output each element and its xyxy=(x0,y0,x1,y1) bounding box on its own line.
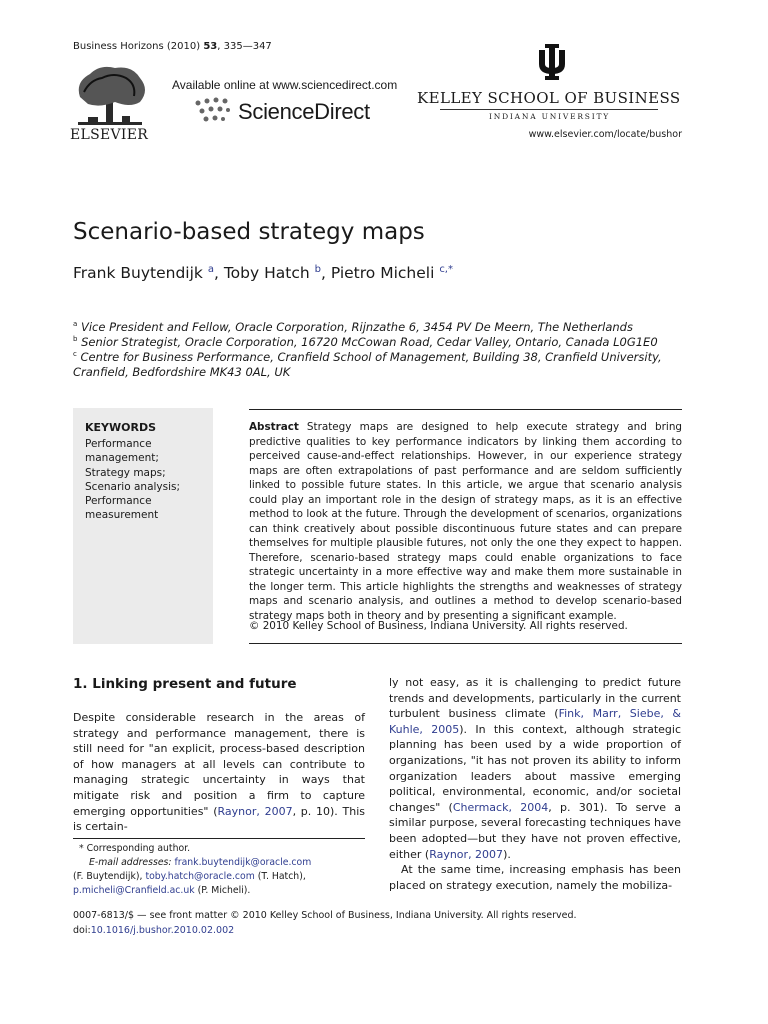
author-affiliation-mark[interactable]: a xyxy=(207,264,214,275)
publisher-name: ELSEVIER xyxy=(70,127,149,143)
keyword-item: Performance measurement xyxy=(85,495,159,522)
sciencedirect-name: ScienceDirect xyxy=(238,99,370,124)
email-link[interactable]: frank.buytendijk@oracle.com xyxy=(174,857,312,868)
abstract-copyright: © 2010 Kelley School of Business, Indiana University. All rights reserved. xyxy=(249,620,628,632)
footnote: * Corresponding author. E-mail addresses: frank.buytendijk@oracle.com (F. Buytendijk), toby.hatch@oracle.com (T. Hatch), p.micheli@Cranfield.ac.uk (P. Micheli). xyxy=(73,842,365,898)
article-title: Scenario-based strategy maps xyxy=(73,219,425,245)
keyword-item: Strategy maps; xyxy=(85,466,166,479)
paragraph: ly not easy, as it is challenging to predict future trends and developments, particularly in the current turbulent business climate (Fink, Marr, Siebe, & Kuhle, 2005). In this context, although strategic planning has been used by a wide proportion of organizations, "it has not proven its ability to inform organization leaders about massive emerging political, environmental, economic, and/or societal changes" (Chermack, 2004, p. 301). To serve a similar purpose, several forecasting techniques have been adopted—but they have not proven effective, either (Raynor, 2007). xyxy=(389,676,682,861)
author-name: Toby Hatch xyxy=(223,264,310,283)
author-affiliation-mark[interactable]: c,* xyxy=(439,264,453,275)
paragraph: At the same time, increasing emphasis has been placed on strategy execution, namely the mobiliza- xyxy=(389,863,681,892)
issn-line: 0007-6813/$ — see front matter © 2010 Kelley School of Business, Indiana University. All rights reserved. xyxy=(73,910,577,921)
author-name: Pietro Micheli xyxy=(330,264,435,283)
email-link[interactable]: toby.hatch@oracle.com xyxy=(145,871,255,882)
author-name: Frank Buytendijk xyxy=(73,264,203,283)
journal-citation: Business Horizons (2010) 53, 335—347 xyxy=(73,41,272,52)
abstract xyxy=(249,420,682,623)
journal-url[interactable]: www.elsevier.com/locate/bushor xyxy=(528,129,682,140)
citation-link[interactable]: Fink, Marr, Siebe, & Kuhle, 2005 xyxy=(389,707,682,736)
body-column-left: Despite considerable research in the areas of strategy and performance management, there is still need for "an explicit, process-based description of how managers at all levels can contribute to managing strategic uncertainty in ways that mitigate risk and position a firm to capture emerging opportunities" (Raynor, 2007, p. 10). This is certain- xyxy=(73,711,365,834)
abstract-bottom-rule xyxy=(249,643,682,644)
author-list: Frank Buytendijk $^a$, Toby Hatch $^b$, Pietro Micheli $^{c,*}$ xyxy=(73,264,453,283)
doi-link[interactable]: 10.1016/j.bushor.2010.02.002 xyxy=(90,925,235,936)
corresponding-author-note: * Corresponding author. xyxy=(79,843,191,854)
footnote-rule xyxy=(73,838,365,839)
affiliation: $^b$ Senior Strategist, Oracle Corporation, 16720 McCowan Road, Cedar Valley, Ontario, Canada L0G1E0 xyxy=(73,334,658,349)
school-divider xyxy=(440,109,658,110)
citation-link[interactable]: Chermack, 2004 xyxy=(452,800,549,814)
citation-link[interactable]: Raynor, 2007 xyxy=(217,804,293,818)
school-name: KELLEY SCHOOL OF BUSINESS xyxy=(417,89,681,107)
author-affiliation-mark[interactable]: b xyxy=(314,264,321,275)
abstract-text: Strategy maps are designed to help execute strategy and bring predictive qualities to key performance indicators by linking them according to perceived cause-and-effect relationships. However, in our experience strategy maps are often extrapolations of past performance and are seldom sufficiently linked to possible future states. In this article, we argue that scenario analysis could play an important role in the design of strategy maps, as it is an effective method to look at the future. Through the development of scenarios, organizations can think creatively about possible discontinuous future states and can prepare themselves for multiple plausible futures, not only the one they expect to happen. Therefore, scenario-based strategy maps could enable organizations to face strategic uncertainty in a more effective way and make them more sustainable in the longer term. This article highlights the strengths and weaknesses of strategy maps and scenario analysis, and outlines a method to develop scenario-based strategy maps both in theory and by presenting a significant example. xyxy=(249,421,682,622)
abstract-top-rule xyxy=(249,409,682,410)
affiliation: $^c$ Centre for Business Performance, Cranfield School of Management, Building 38, Cranfield University, Cranfield, Bedfordshire MK43 0AL, UK xyxy=(73,349,662,379)
keyword-item: Scenario analysis; xyxy=(85,480,181,493)
keywords-list xyxy=(85,437,205,523)
email-label: E-mail addresses: xyxy=(89,857,172,868)
available-online-text: Available online at www.sciencedirect.com xyxy=(172,78,398,92)
citation-link[interactable]: Raynor, 2007 xyxy=(429,847,504,861)
abstract-label: Abstract xyxy=(249,421,299,433)
sciencedirect-dots-icon xyxy=(192,95,232,127)
email-link[interactable]: p.micheli@Cranfield.ac.uk xyxy=(73,885,195,896)
body-column-right xyxy=(389,675,681,893)
keyword-item: Performance management; xyxy=(85,438,159,465)
doi-line: doi:10.1016/j.bushor.2010.02.002 xyxy=(73,925,235,936)
affiliation: $^a$ Vice President and Fellow, Oracle Corporation, Rijnzathe 6, 3454 PV De Meern, The Netherlands xyxy=(73,319,633,334)
university-name: INDIANA UNIVERSITY xyxy=(488,112,611,121)
keywords-heading: KEYWORDS xyxy=(85,421,157,434)
section-heading: 1. Linking present and future xyxy=(73,676,297,692)
indiana-university-trident-icon xyxy=(537,44,567,80)
